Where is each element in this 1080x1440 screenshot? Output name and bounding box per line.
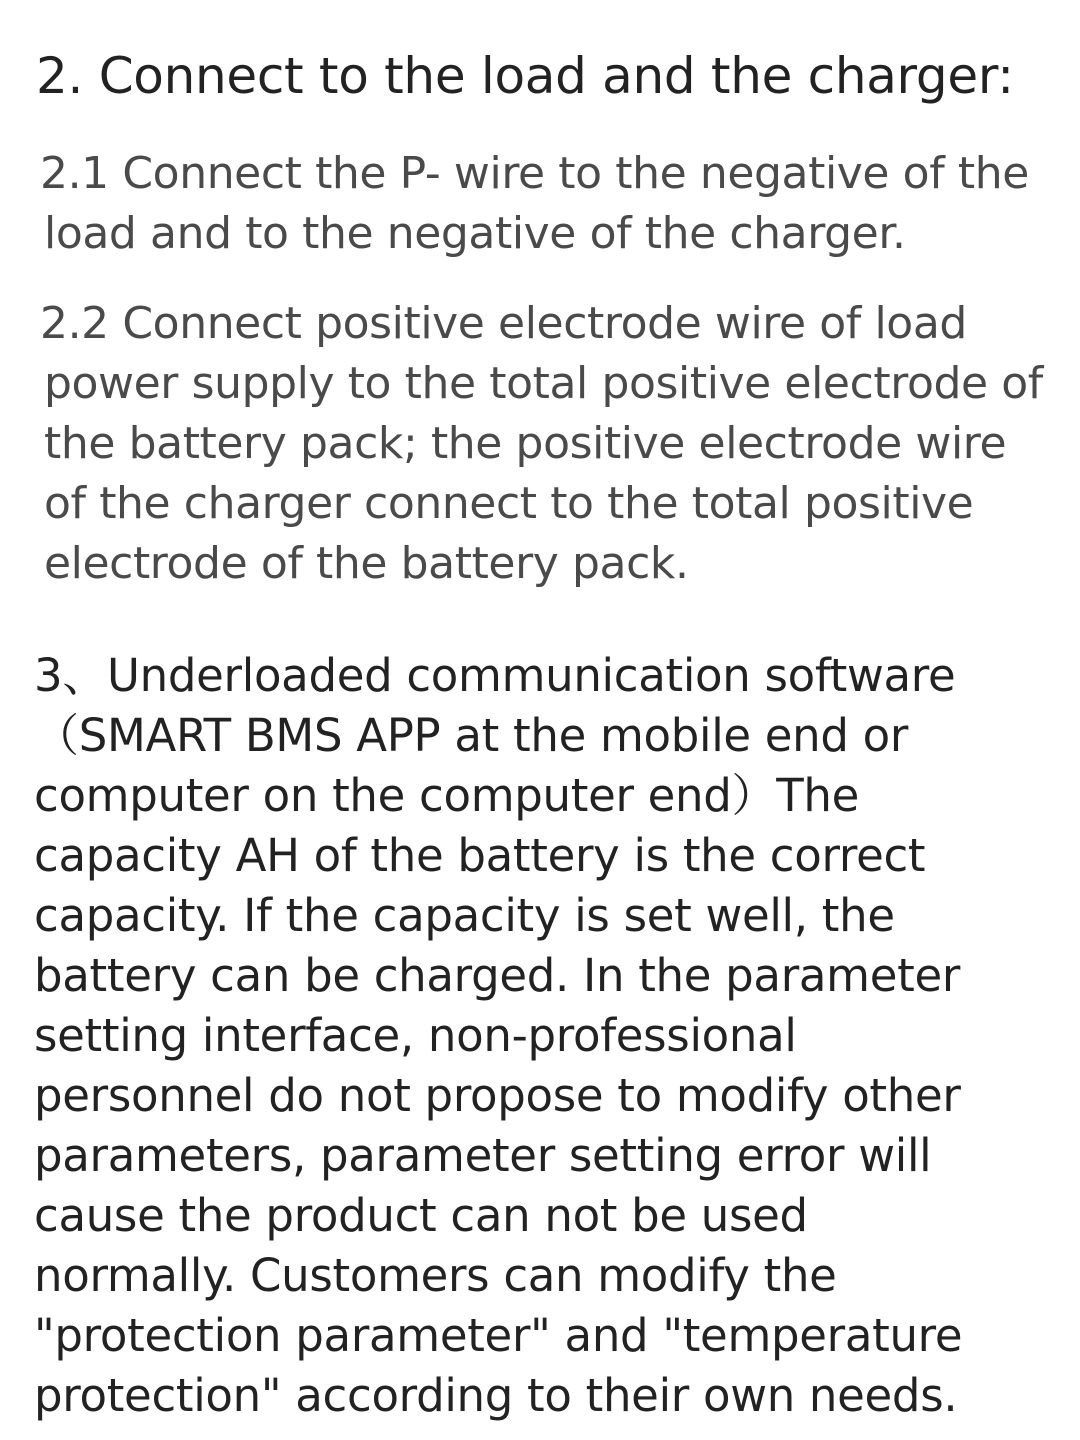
paragraph-2-2-line: power supply to the total positive electrode of	[44, 358, 1043, 409]
section-3-line: capacity. If the capacity is set well, the	[34, 889, 895, 942]
section-3-line: setting interface, non-professional	[34, 1009, 797, 1062]
section-3-line: parameters, parameter setting error will	[34, 1129, 932, 1182]
section-2-heading: 2. Connect to the load and the charger:	[36, 47, 1014, 105]
paragraph-2-2-line: the battery pack; the positive electrode wire	[44, 418, 1007, 469]
section-3-line: personnel do not propose to modify other	[34, 1069, 961, 1122]
section-3-line: battery can be charged. In the parameter	[34, 949, 961, 1002]
section-3-line: capacity AH of the battery is the correct	[34, 829, 926, 882]
paragraph-2-2-line: of the charger connect to the total positive	[44, 478, 974, 529]
paragraph-2-2	[40, 294, 1043, 594]
paragraph-2-1-line: 2.1 Connect the P- wire to the negative of the	[40, 148, 1029, 199]
section-3-line: "protection parameter" and "temperature	[34, 1309, 963, 1362]
paragraph-2-2-line: 2.2 Connect positive electrode wire of load	[40, 298, 967, 349]
section-3-line: protection" according to their own needs.	[34, 1369, 958, 1422]
section-3-line: normally. Customers can modify the	[34, 1249, 837, 1302]
section-3-paragraph	[34, 646, 962, 1426]
paragraph-2-2-line: electrode of the battery pack.	[44, 538, 689, 589]
paragraph-2-1-line: load and to the negative of the charger.	[44, 208, 906, 259]
section-3-line: cause the product can not be used	[34, 1189, 808, 1242]
section-3-line: （SMART BMS APP at the mobile end or	[34, 709, 909, 762]
paragraph-2-1	[40, 144, 1029, 264]
section-3-line: 3、Underloaded communication software	[34, 649, 956, 702]
section-3-line: computer on the computer end）The	[34, 769, 860, 822]
